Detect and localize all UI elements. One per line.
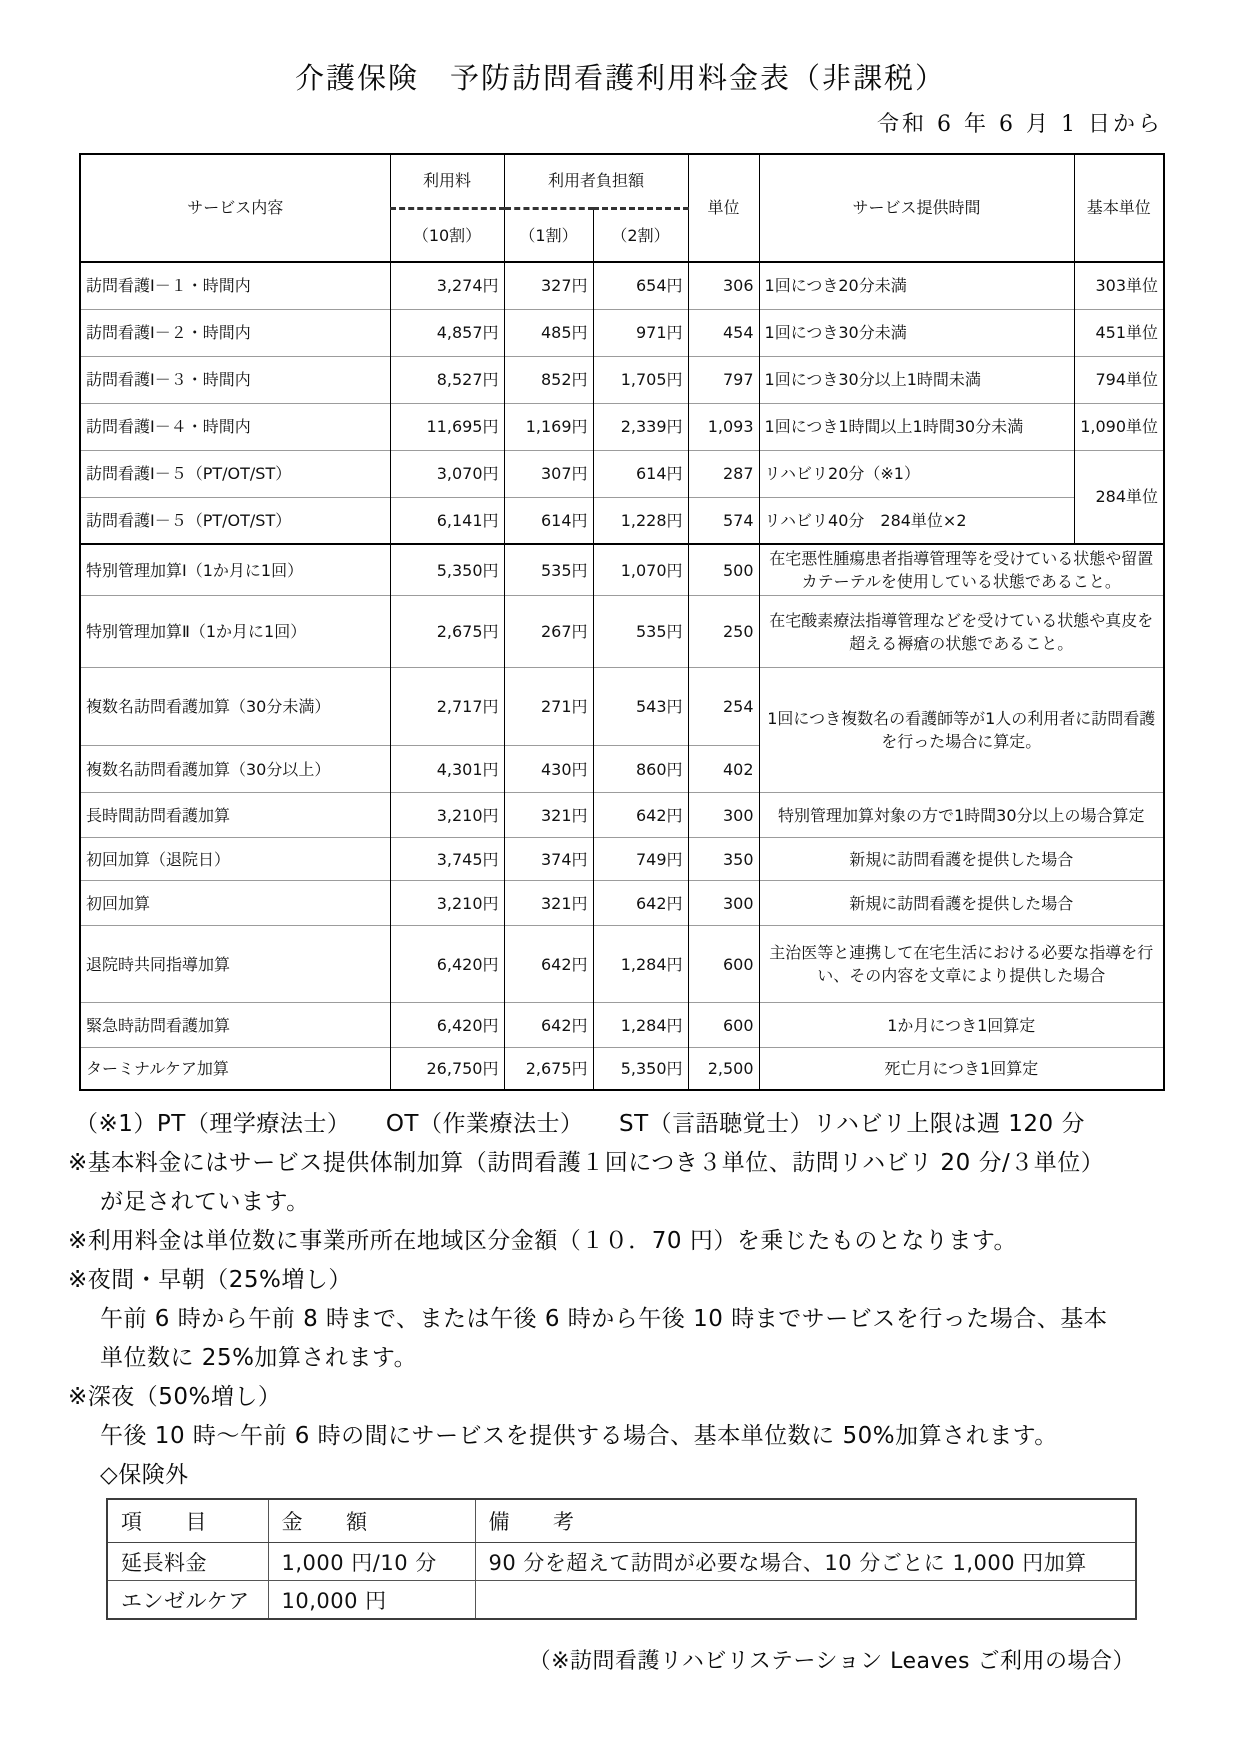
burden-1: 614円 [504,497,593,544]
note-line: 午前 6 時から午前 8 時まで、または午後 6 時から午後 10 時までサービスを行った場合、基本 [100,1305,1108,1332]
service-name: 訪問看護Ⅰ－３・時間内 [80,356,390,403]
table-row [80,881,1164,926]
unit-count: 300 [688,793,759,838]
base-unit: 794単位 [1074,356,1164,403]
unit-count: 600 [688,926,759,1003]
col-header-base-units: 基本単位 [1074,154,1164,262]
base-unit: 303単位 [1074,262,1164,309]
fee-10: 8,527円 [390,356,504,403]
burden-1: 321円 [504,881,593,926]
col-header-service: サービス内容 [80,154,390,262]
service-name: 複数名訪問看護加算（30分以上） [80,746,390,793]
header-row-1 [80,154,1164,208]
burden-2: 1,284円 [593,926,688,1003]
service-time: 1回につき30分未満 [759,309,1074,356]
fee-10: 6,420円 [390,1003,504,1048]
unit-count: 250 [688,596,759,668]
service-time: 新規に訪問看護を提供した場合 [759,838,1164,881]
fee-10: 5,350円 [390,544,504,596]
footer-note: （※訪問看護リハビリステーション Leaves ご利用の場合） [528,1648,1135,1674]
service-name: 複数名訪問看護加算（30分未満） [80,668,390,746]
section-label-hokengai: ◇保険外 [100,1461,189,1488]
burden-2: 543円 [593,668,688,746]
item-remarks: 90 分を超えて訪問が必要な場合、10 分ごとに 1,000 円加算 [475,1543,1136,1581]
fee-10: 3,210円 [390,793,504,838]
fee-10: 2,717円 [390,668,504,746]
service-time: 1回につき20分未満 [759,262,1074,309]
table-row [80,450,1164,497]
col-header-burden-sub2: （2割） [593,208,688,262]
note-line: が足されています。 [100,1188,310,1215]
extra-fee-table [106,1498,1137,1620]
note-line: ※深夜（50%増し） [68,1383,282,1410]
burden-1: 642円 [504,1003,593,1048]
fee-table [79,153,1165,1091]
col-header-time: サービス提供時間 [759,154,1074,262]
note-line: ※夜間・早朝（25%増し） [68,1266,352,1293]
item-name: エンゼルケア [107,1581,268,1619]
unit-count: 350 [688,838,759,881]
burden-2: 614円 [593,450,688,497]
fee-10: 2,675円 [390,596,504,668]
burden-2: 654円 [593,262,688,309]
table-row [80,403,1164,450]
fee-10: 4,301円 [390,746,504,793]
service-name: 初回加算（退院日） [80,838,390,881]
col-header-remarks: 備 考 [475,1499,1136,1543]
unit-count: 600 [688,1003,759,1048]
item-name: 延長料金 [107,1543,268,1581]
service-name: 訪問看護Ⅰ－１・時間内 [80,262,390,309]
service-time: リハビリ20分（※1） [759,450,1074,497]
burden-2: 1,228円 [593,497,688,544]
burden-1: 535円 [504,544,593,596]
burden-1: 430円 [504,746,593,793]
burden-1: 374円 [504,838,593,881]
burden-2: 1,070円 [593,544,688,596]
burden-2: 2,339円 [593,403,688,450]
note-line: （※1）PT（理学療法士） OT（作業療法士） ST（言語聴覚士）リハビリ上限は週 120 分 [75,1110,1085,1137]
fee-10: 3,210円 [390,881,504,926]
note-line: 午後 10 時～午前 6 時の間にサービスを提供する場合、基本単位数に 50%加算されます。 [100,1422,1058,1449]
fee-10: 11,695円 [390,403,504,450]
table-row [80,497,1164,544]
burden-1: 642円 [504,926,593,1003]
fee-10: 4,857円 [390,309,504,356]
burden-2: 535円 [593,596,688,668]
col-header-units: 単位 [688,154,759,262]
table-row [80,1048,1164,1090]
service-name: ターミナルケア加算 [80,1048,390,1090]
service-time: 1回につき1時間以上1時間30分未満 [759,403,1074,450]
service-time: 新規に訪問看護を提供した場合 [759,881,1164,926]
service-time: 1回につき複数名の看護師等が1人の利用者に訪問看護を行った場合に算定。 [759,668,1164,793]
burden-1: 327円 [504,262,593,309]
page-title: 介護保険 予防訪問看護利用料金表（非課税） [294,61,946,95]
service-time: 在宅酸素療法指導管理などを受けている状態や真皮を超える褥瘡の状態であること。 [759,596,1164,668]
table-row [80,668,1164,746]
burden-1: 852円 [504,356,593,403]
table-row [80,793,1164,838]
burden-2: 5,350円 [593,1048,688,1090]
burden-2: 749円 [593,838,688,881]
service-name: 訪問看護Ⅰ－５（PT/OT/ST） [80,450,390,497]
note-line: 単位数に 25%加算されます。 [100,1344,418,1371]
unit-count: 287 [688,450,759,497]
fee-10: 26,750円 [390,1048,504,1090]
service-time: 死亡月につき1回算定 [759,1048,1164,1090]
unit-count: 454 [688,309,759,356]
table-row [80,926,1164,1003]
col-header-burden: 利用者負担額 [504,154,688,208]
burden-1: 307円 [504,450,593,497]
col-header-fee-sub: （10割） [390,208,504,262]
extra-header-row [107,1499,1136,1543]
unit-count: 402 [688,746,759,793]
table-row [80,544,1164,596]
table-row [80,309,1164,356]
burden-1: 1,169円 [504,403,593,450]
table-row [80,1003,1164,1048]
fee-10: 3,070円 [390,450,504,497]
unit-count: 306 [688,262,759,309]
col-header-item: 項 目 [107,1499,268,1543]
unit-count: 500 [688,544,759,596]
burden-1: 321円 [504,793,593,838]
service-time: 在宅悪性腫瘍患者指導管理等を受けている状態や留置カテーテルを使用している状態であること。 [759,544,1164,596]
table-row [107,1581,1136,1619]
service-name: 特別管理加算Ⅱ（1か月に1回） [80,596,390,668]
unit-count: 574 [688,497,759,544]
service-name: 退院時共同指導加算 [80,926,390,1003]
item-amount: 10,000 円 [268,1581,475,1619]
burden-2: 642円 [593,881,688,926]
service-name: 訪問看護Ⅰ－２・時間内 [80,309,390,356]
col-header-amount: 金 額 [268,1499,475,1543]
burden-2: 1,705円 [593,356,688,403]
unit-count: 254 [688,668,759,746]
fee-10: 3,274円 [390,262,504,309]
service-name: 訪問看護Ⅰ－４・時間内 [80,403,390,450]
burden-1: 271円 [504,668,593,746]
table-row [80,838,1164,881]
table-row [80,596,1164,668]
service-time: リハビリ40分 284単位×2 [759,497,1074,544]
fee-10: 3,745円 [390,838,504,881]
unit-count: 797 [688,356,759,403]
burden-1: 2,675円 [504,1048,593,1090]
base-unit: 284単位 [1074,450,1164,544]
service-time: 特別管理加算対象の方で1時間30分以上の場合算定 [759,793,1164,838]
table-row [107,1543,1136,1581]
service-name: 長時間訪問看護加算 [80,793,390,838]
burden-2: 860円 [593,746,688,793]
service-time: 主治医等と連携して在宅生活における必要な指導を行い、その内容を文章により提供した場合 [759,926,1164,1003]
burden-1: 485円 [504,309,593,356]
base-unit: 451単位 [1074,309,1164,356]
unit-count: 2,500 [688,1048,759,1090]
service-name: 緊急時訪問看護加算 [80,1003,390,1048]
service-name: 訪問看護Ⅰ－５（PT/OT/ST） [80,497,390,544]
table-row [80,262,1164,309]
burden-2: 1,284円 [593,1003,688,1048]
fee-10: 6,420円 [390,926,504,1003]
col-header-burden-sub1: （1割） [504,208,593,262]
service-name: 特別管理加算Ⅰ（1か月に1回） [80,544,390,596]
unit-count: 1,093 [688,403,759,450]
notes-section [68,1105,1241,1495]
base-unit: 1,090単位 [1074,403,1164,450]
fee-10: 6,141円 [390,497,504,544]
col-header-fee: 利用料 [390,154,504,208]
item-remarks [475,1581,1136,1619]
note-line: ※基本料金にはサービス提供体制加算（訪問看護１回につき３単位、訪問リハビリ 20 分/３単位） [68,1149,1105,1176]
item-amount: 1,000 円/10 分 [268,1543,475,1581]
burden-2: 642円 [593,793,688,838]
burden-1: 267円 [504,596,593,668]
service-time: 1回につき30分以上1時間未満 [759,356,1074,403]
unit-count: 300 [688,881,759,926]
service-time: 1か月につき1回算定 [759,1003,1164,1048]
note-line: ※利用料金は単位数に事業所所在地域区分金額（１０．70 円）を乗じたものとなります。 [68,1227,1018,1254]
table-row [80,356,1164,403]
burden-2: 971円 [593,309,688,356]
effective-date: 令和 6 年 6 月 1 日から [877,112,1163,137]
service-name: 初回加算 [80,881,390,926]
